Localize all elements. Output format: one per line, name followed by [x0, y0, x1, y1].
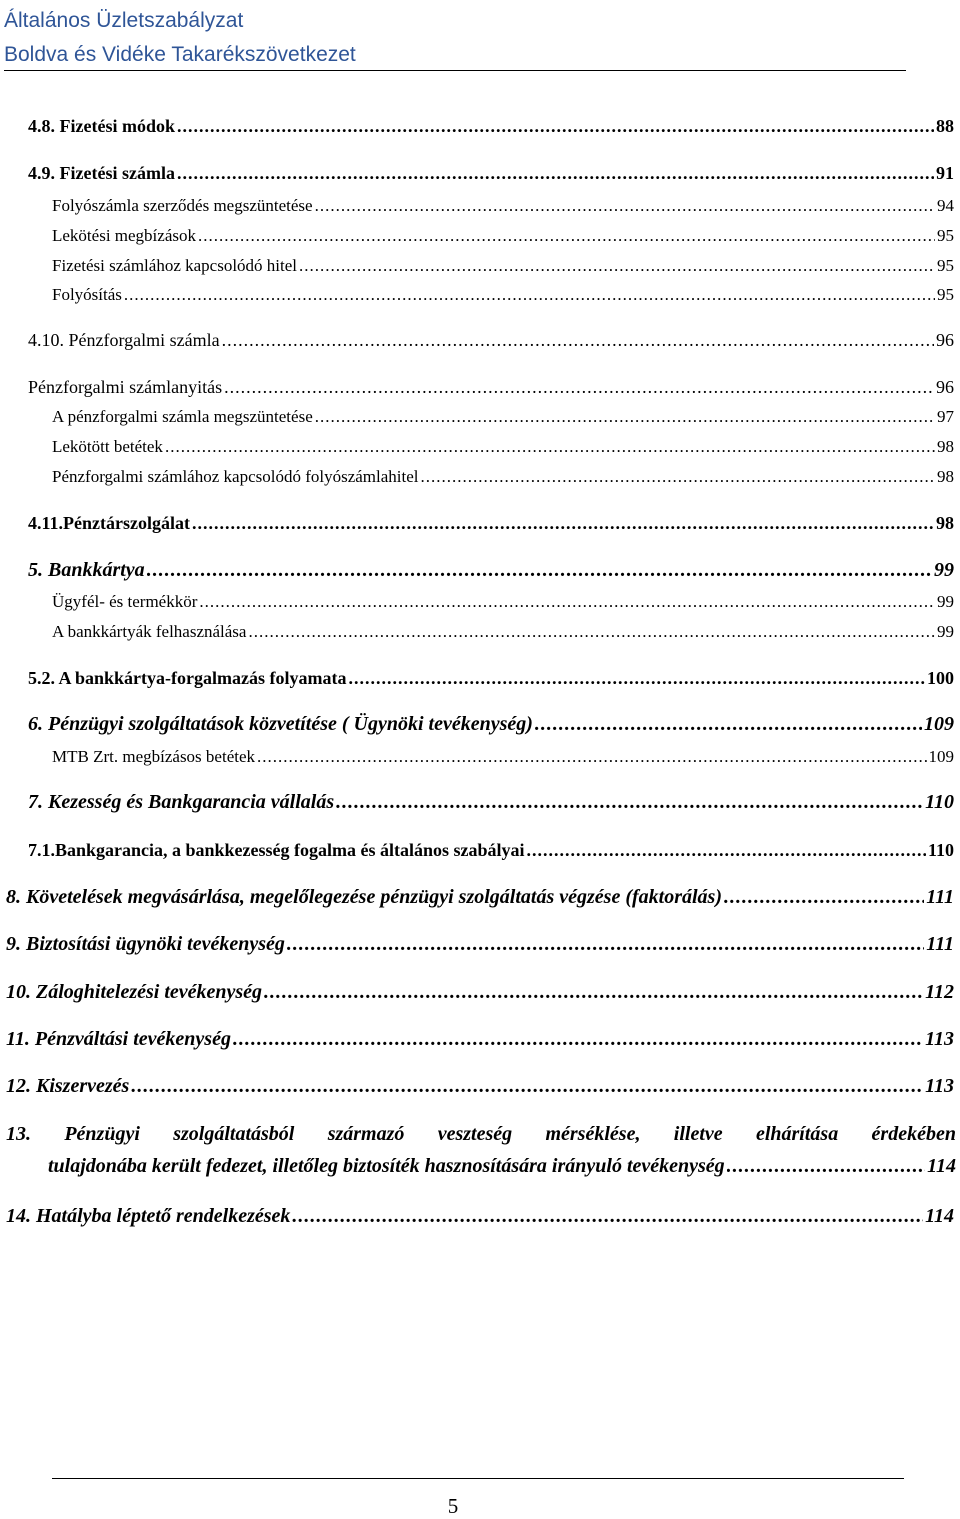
toc-leader [224, 377, 934, 398]
toc-leader [315, 196, 935, 216]
toc-leader [177, 116, 934, 137]
toc-entry-5[interactable]: 5. Bankkártya ..... 99 [28, 559, 954, 582]
toc-entry-7-1[interactable]: 7.1.Bankgarancia, a bankkezesség fogalma és általános szabályai ..... 110 [28, 840, 954, 861]
toc-entry-10[interactable]: 10. Záloghitelezési tevékenység ..... 112 [6, 981, 954, 1004]
toc-entry-mtb-betetek[interactable]: MTB Zrt. megbízásos betétek ..... 109 [52, 747, 954, 767]
toc-entry-9[interactable]: 9. Biztosítási ügynöki tevékenység ..... 111 [6, 933, 954, 956]
toc-leader [177, 163, 934, 184]
toc-leader [222, 330, 934, 351]
toc-entry-bankkartyak-felhasznalasa[interactable]: A bankkártyák felhasználása ..... 99 [52, 622, 954, 642]
toc-entry-lekotesi-megbizasok[interactable]: Lekötési megbízások ..... 95 [52, 226, 954, 246]
toc-entry-lekotott-betetek[interactable]: Lekötött betétek ..... 98 [52, 437, 954, 457]
toc-entry-fizetesi-szamlahoz-hitel[interactable]: Fizetési számlához kapcsolódó hitel ..... 95 [52, 256, 954, 276]
page-header [4, 4, 906, 72]
toc-leader [147, 559, 932, 582]
header-organization: Boldva és Vidéke Takarékszövetkezet [4, 43, 356, 66]
toc-leader [527, 840, 926, 861]
toc-entry-ugyfel-termekkor[interactable]: Ügyfél- és termékkör ..... 99 [52, 592, 954, 612]
toc-leader [287, 933, 924, 956]
toc-entry-8[interactable]: 8. Követelések megvásárlása, megelőlegezése pénzügyi szolgáltatás végzése (faktorálás) ..... 111 [6, 886, 954, 909]
toc-entry-4-8[interactable]: 4.8. Fizetési módok ..... 88 [28, 116, 954, 137]
toc-leader [727, 1155, 925, 1178]
toc-entry-13-line2: tulajdonába került fedezet, illetőleg biztosíték hasznosítására irányuló tevékenység ..... 114 [48, 1155, 956, 1178]
toc-entry-folyoszamla-megszuntetese[interactable]: Folyószámla szerződés megszüntetése ..... 94 [52, 196, 954, 216]
page-number: 5 [447, 1494, 459, 1518]
toc-leader [257, 747, 926, 767]
toc-leader [421, 467, 936, 487]
footer-divider [52, 1478, 904, 1479]
toc-leader [248, 622, 935, 642]
toc-leader [199, 592, 935, 612]
toc-entry-7[interactable]: 7. Kezesség és Bankgarancia vállalás ..... 110 [28, 791, 954, 814]
toc-entry-6[interactable]: 6. Pénzügyi szolgáltatások közvetítése ( Ügynöki tevékenység) ..... 109 [28, 713, 954, 736]
toc-leader [233, 1028, 923, 1051]
toc-entry-13-line1: 13. Pénzügyi szolgáltatásból származó veszteség mérséklése, illetve elhárítása érdekében [6, 1123, 956, 1145]
toc-leader [124, 285, 935, 305]
toc-entry-penzforgalmi-szamlanyitas[interactable]: Pénzforgalmi számlanyitás ..... 96 [28, 377, 954, 398]
toc-entry-5-2[interactable]: 5.2. A bankkártya-forgalmazás folyamata ..... 100 [28, 668, 954, 689]
toc-entry-14[interactable]: 14. Hatályba léptető rendelkezések ..... 114 [6, 1205, 954, 1228]
header-divider [4, 70, 906, 71]
toc-leader [264, 981, 923, 1004]
toc-entry-folyositas[interactable]: Folyósítás ..... 95 [52, 285, 954, 305]
toc-leader [131, 1075, 923, 1098]
toc-entry-4-10[interactable]: 4.10. Pénzforgalmi számla ..... 96 [28, 330, 954, 351]
toc-leader [535, 713, 922, 736]
toc-entry-12[interactable]: 12. Kiszervezés ..... 113 [6, 1075, 954, 1098]
toc-entry-penzforgalmi-megszuntetes[interactable]: A pénzforgalmi számla megszüntetése ..... 97 [52, 407, 954, 427]
toc-entry-folyoszamlahitel[interactable]: Pénzforgalmi számlához kapcsolódó folyószámlahitel ..... 98 [52, 467, 954, 487]
toc-entry-4-9[interactable]: 4.9. Fizetési számla ..... 91 [28, 163, 954, 184]
header-title: Általános Üzletszabályzat [4, 9, 244, 32]
toc-leader [165, 437, 935, 457]
toc-leader [724, 886, 924, 909]
toc-leader [349, 668, 926, 689]
toc-entry-11[interactable]: 11. Pénzváltási tevékenység ..... 113 [6, 1028, 954, 1051]
toc-leader [315, 407, 935, 427]
toc-leader [336, 791, 923, 814]
toc-leader [292, 1205, 923, 1228]
toc-leader [192, 513, 934, 534]
toc-entry-4-11[interactable]: 4.11.Pénztárszolgálat ..... 98 [28, 513, 954, 534]
toc-entry-13[interactable] [6, 1123, 956, 1178]
toc-leader [299, 256, 935, 276]
toc-leader [198, 226, 935, 246]
